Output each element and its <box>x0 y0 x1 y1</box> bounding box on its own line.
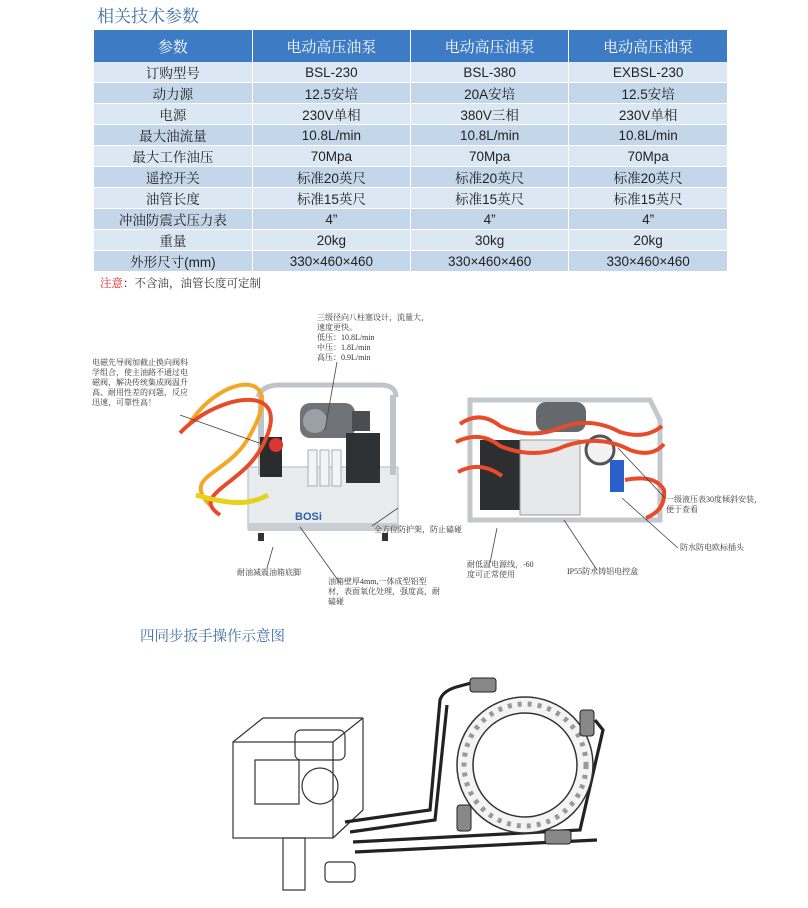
header-cell: 电动高压油泵 <box>569 30 727 62</box>
callout-line: 全方位防护架，防止磕碰 <box>374 525 462 534</box>
callout-cable <box>467 560 534 580</box>
param-value-cell: 12.5安培 <box>252 83 410 104</box>
param-value-cell: 12.5安培 <box>569 83 727 104</box>
callout-line: 高、耐用性差的问题，反应 <box>92 388 188 397</box>
brand-logo: BOSi <box>295 511 322 523</box>
callout-line: 度可正常使用 <box>467 570 515 579</box>
param-value-cell: 380V三相 <box>411 104 569 125</box>
callout-line: 中压：1.8L/min <box>317 343 371 352</box>
callout-line: 材，表面氧化处理，强度高，耐 <box>328 587 440 596</box>
param-value-cell: 330×460×460 <box>569 251 727 272</box>
callout-line: 磕碰 <box>328 597 344 606</box>
param-name-cell: 最大油流量 <box>94 125 252 146</box>
param-value-cell: 70Mpa <box>252 146 410 167</box>
header-cell: 参数 <box>94 30 252 62</box>
param-name-cell: 订购型号 <box>94 62 252 83</box>
param-value-cell: 330×460×460 <box>252 251 410 272</box>
param-name-cell: 动力源 <box>94 83 252 104</box>
callout-line: 防水防电欧标插头 <box>680 543 744 552</box>
param-value-cell: 标准15英尺 <box>252 188 410 209</box>
callout-line: 速度更快。 <box>317 323 357 332</box>
param-value-cell: 70Mpa <box>411 146 569 167</box>
param-value-cell: BSL-230 <box>252 62 410 83</box>
param-value-cell: 4” <box>411 209 569 230</box>
param-value-cell: 标准20英尺 <box>252 167 410 188</box>
param-value-cell: 20kg <box>252 230 410 251</box>
callout-piston <box>317 313 429 363</box>
param-value-cell: 330×460×460 <box>411 251 569 272</box>
callout-line: 磁阀，解决传统集成阀温升 <box>92 378 188 387</box>
param-value-cell: 10.8L/min <box>411 125 569 146</box>
param-name-cell: 电源 <box>94 104 252 125</box>
param-value-cell: 20A安培 <box>411 83 569 104</box>
callout-line: IP55防水铸铝电控盒 <box>567 567 639 576</box>
callout-frame <box>374 525 462 535</box>
param-name-cell: 外形尺寸(mm) <box>94 251 252 272</box>
param-value-cell: 标准20英尺 <box>569 167 727 188</box>
section-title: 相关技术参数 <box>97 7 199 26</box>
callout-line: 迅速，可靠性高！ <box>92 398 156 407</box>
callout-feet <box>237 568 301 578</box>
param-value-cell: 30kg <box>411 230 569 251</box>
header-cell: 电动高压油泵 <box>411 30 569 62</box>
callout-line: 电磁先导阀加截止换向阀科 <box>92 358 188 367</box>
param-value-cell: 230V单相 <box>569 104 727 125</box>
callout-line: 低压：10.8L/min <box>317 333 375 342</box>
callout-line: 学组合，使主油路不通过电 <box>92 368 188 377</box>
param-value-cell: 70Mpa <box>569 146 727 167</box>
param-name-cell: 冲油防震式压力表 <box>94 209 252 230</box>
operation-diagram <box>225 650 625 908</box>
param-name-cell: 重量 <box>94 230 252 251</box>
param-value-cell: 10.8L/min <box>569 125 727 146</box>
callout-line: 油箱壁厚4mm,一体成型铝型 <box>328 577 427 586</box>
callout-tank <box>328 577 440 607</box>
callout-gauge <box>666 495 762 515</box>
param-name-cell: 油管长度 <box>94 188 252 209</box>
callout-line: 耐低温电源线，-60 <box>467 560 534 569</box>
param-value-cell: 标准20英尺 <box>411 167 569 188</box>
param-name-cell: 最大工作油压 <box>94 146 252 167</box>
param-value-cell: EXBSL-230 <box>569 62 727 83</box>
section2-title: 四同步扳手操作示意图 <box>140 629 285 645</box>
note-label: 注意 <box>100 278 123 290</box>
param-value-cell: 4” <box>569 209 727 230</box>
param-value-cell: 4” <box>252 209 410 230</box>
param-value-cell: 标准15英尺 <box>569 188 727 209</box>
header-cell: 电动高压油泵 <box>252 30 410 62</box>
param-value-cell: 230V单相 <box>252 104 410 125</box>
callout-line: 便于查看 <box>666 505 698 514</box>
callout-plug <box>680 543 744 553</box>
param-name-cell: 遥控开关 <box>94 167 252 188</box>
callout-line: 高压：0.9L/min <box>317 353 371 362</box>
callout-line: 一级液压表30度倾斜安装， <box>666 495 762 504</box>
param-value-cell: 标准15英尺 <box>411 188 569 209</box>
callout-valve <box>92 358 188 408</box>
callout-line: 三级径向八柱塞设计，流量大， <box>317 313 429 322</box>
callout-box <box>567 567 638 577</box>
callout-line: 耐油减震油箱底脚 <box>237 568 301 577</box>
param-value-cell: BSL-380 <box>411 62 569 83</box>
param-value-cell: 10.8L/min <box>252 125 410 146</box>
note-text: ：不含油，油管长度可定制 <box>123 278 261 290</box>
param-value-cell: 20kg <box>569 230 727 251</box>
